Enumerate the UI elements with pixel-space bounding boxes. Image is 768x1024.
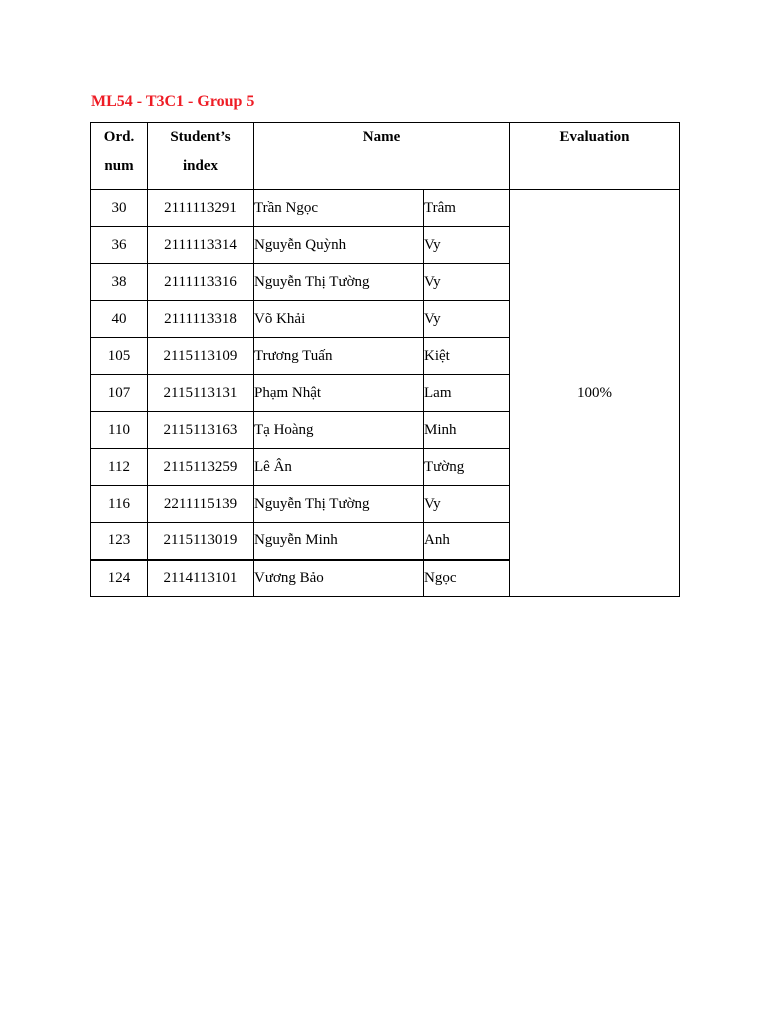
header-index-line1: Student’s: [170, 129, 231, 145]
surname-cell: Trần Ngọc: [254, 190, 424, 227]
table-row: [91, 190, 680, 227]
given-name-cell: Lam: [424, 375, 510, 412]
given-name-cell: Trâm: [424, 190, 510, 227]
ord-num-cell: 38: [91, 264, 148, 301]
surname-cell: Lê Ân: [254, 449, 424, 486]
ord-num-cell: 112: [91, 449, 148, 486]
student-index-cell: 2114113101: [148, 560, 254, 597]
given-name-cell: Kiệt: [424, 338, 510, 375]
ord-num-cell: 107: [91, 375, 148, 412]
given-name-cell: Vy: [424, 486, 510, 523]
given-name-cell: Vy: [424, 264, 510, 301]
student-index-cell: 2115113259: [148, 449, 254, 486]
surname-cell: Phạm Nhật: [254, 375, 424, 412]
student-index-cell: 2111113316: [148, 264, 254, 301]
surname-cell: Võ Khải: [254, 301, 424, 338]
student-index-cell: 2115113131: [148, 375, 254, 412]
student-index-cell: 2211115139: [148, 486, 254, 523]
header-ord-num: [91, 123, 148, 190]
given-name-cell: Ngọc: [424, 560, 510, 597]
given-name-cell: Vy: [424, 227, 510, 264]
header-name: Name: [254, 123, 510, 190]
header-row: [91, 123, 680, 190]
surname-cell: Nguyễn Thị Tường: [254, 264, 424, 301]
ord-num-cell: 36: [91, 227, 148, 264]
ord-num-cell: 105: [91, 338, 148, 375]
ord-num-cell: 30: [91, 190, 148, 227]
given-name-cell: Vy: [424, 301, 510, 338]
header-ord-line1: Ord.: [103, 129, 135, 145]
student-index-cell: 2115113163: [148, 412, 254, 449]
header-student-index: [148, 123, 254, 190]
ord-num-cell: 123: [91, 523, 148, 560]
student-roster-table: [90, 122, 680, 597]
header-index-line2: index: [182, 158, 218, 174]
student-index-cell: 2115113019: [148, 523, 254, 560]
header-evaluation: Evaluation: [510, 123, 680, 190]
evaluation-cell: 100%: [510, 190, 680, 597]
student-index-cell: 2111113314: [148, 227, 254, 264]
surname-cell: Vương Bảo: [254, 560, 424, 597]
surname-cell: Nguyễn Minh: [254, 523, 424, 560]
ord-num-cell: 110: [91, 412, 148, 449]
student-index-cell: 2111113318: [148, 301, 254, 338]
ord-num-cell: 40: [91, 301, 148, 338]
given-name-cell: Minh: [424, 412, 510, 449]
given-name-cell: Anh: [424, 523, 510, 560]
surname-cell: Trương Tuấn: [254, 338, 424, 375]
student-index-cell: 2115113109: [148, 338, 254, 375]
document-title: ML54 - T3C1 - Group 5: [91, 93, 255, 110]
student-index-cell: 2111113291: [148, 190, 254, 227]
surname-cell: Nguyễn Thị Tường: [254, 486, 424, 523]
ord-num-cell: 124: [91, 560, 148, 597]
ord-num-cell: 116: [91, 486, 148, 523]
surname-cell: Tạ Hoàng: [254, 412, 424, 449]
surname-cell: Nguyễn Quỳnh: [254, 227, 424, 264]
header-ord-line2: num: [104, 158, 134, 174]
given-name-cell: Tường: [424, 449, 510, 486]
